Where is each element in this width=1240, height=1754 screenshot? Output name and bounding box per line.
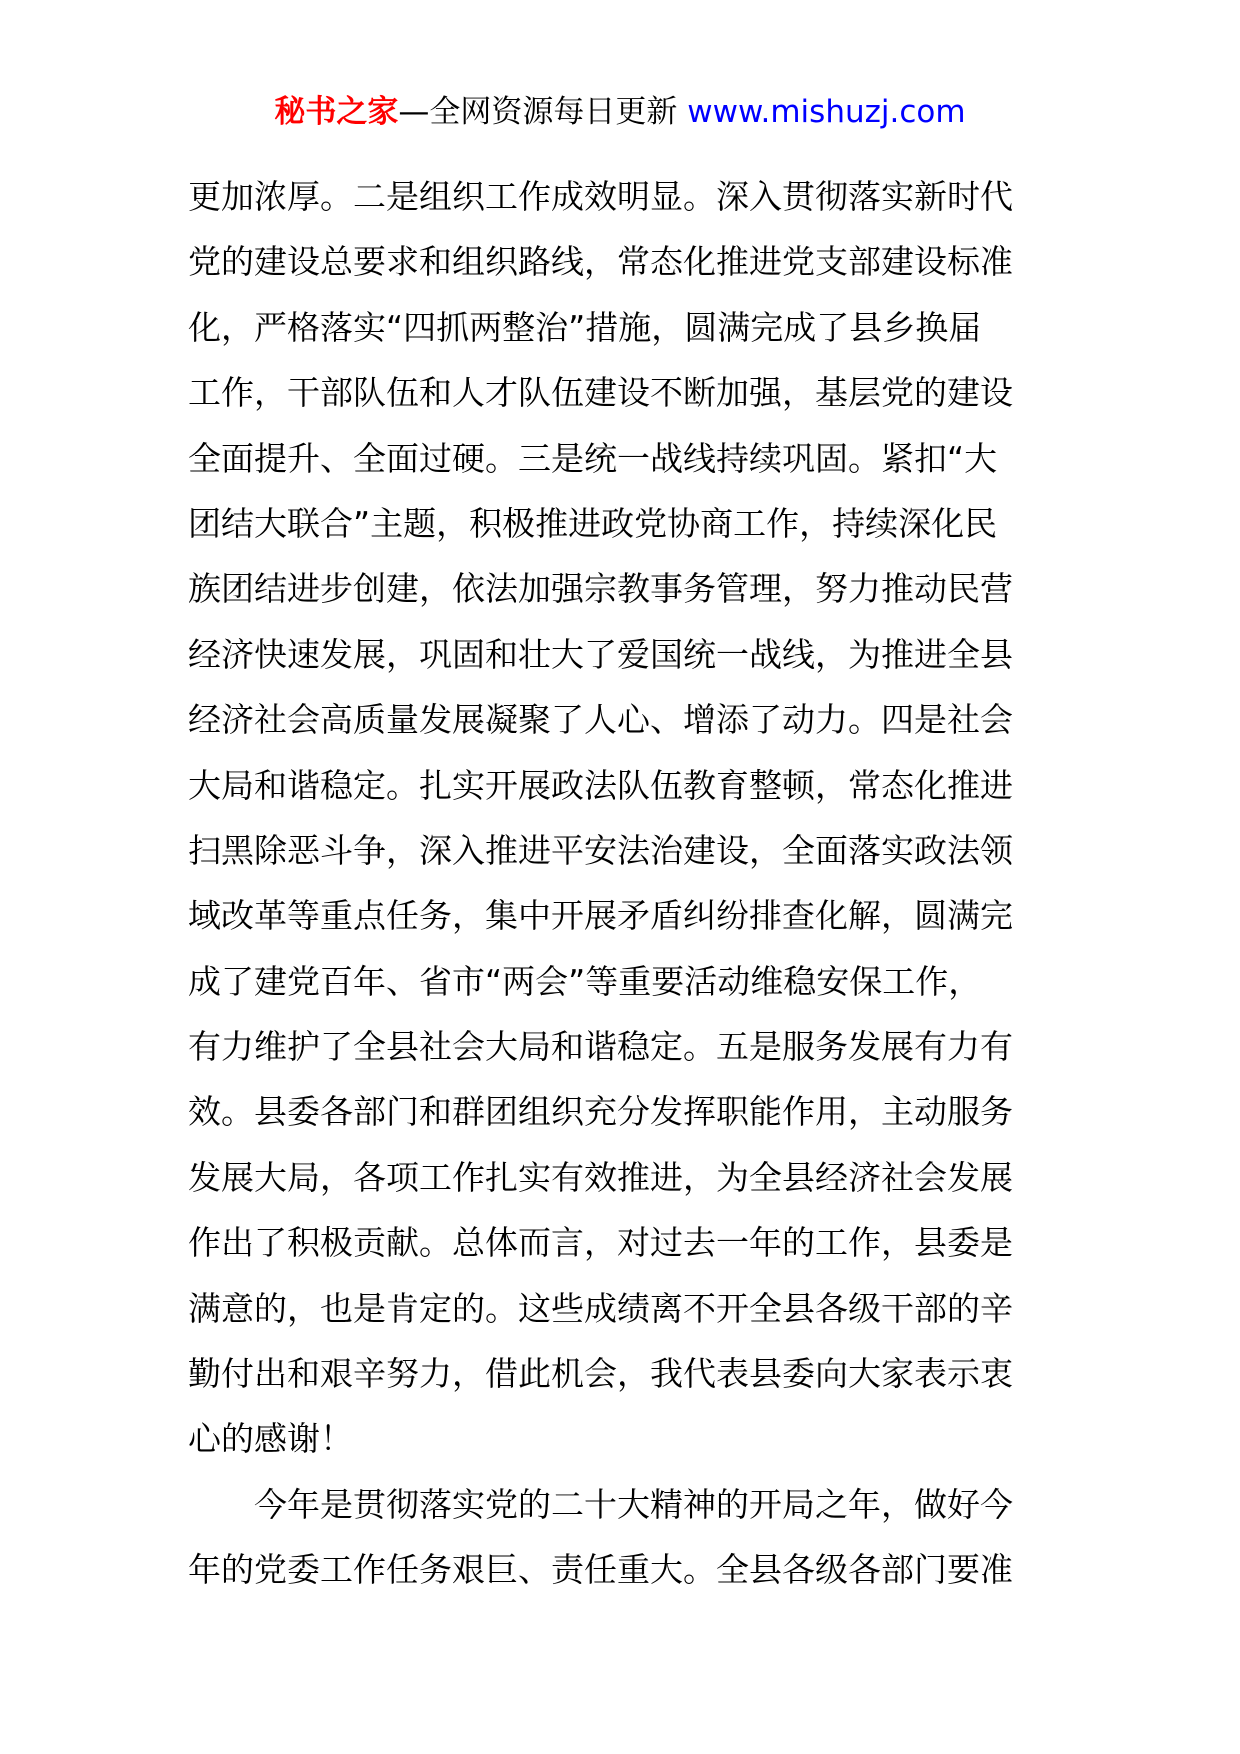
text-line: 工作，干部队伍和人才队伍建设不断加强，基层党的建设 [188, 373, 1013, 413]
paragraph-start-line: 今年是贯彻落实党的二十大精神的开局之年，做好今 [254, 1484, 1013, 1524]
text-line: 发展大局，各项工作扎实有效推进，为全县经济社会发展 [188, 1157, 1013, 1197]
text-line: 年的党委工作任务艰巨、责任重大。全县各级各部门要准 [188, 1550, 1013, 1590]
site-brand: 秘书之家 [274, 94, 399, 130]
text-line: 族团结进步创建，依法加强宗教事务管理，努力推动民营 [188, 569, 1013, 609]
text-line: 更加浓厚。二是组织工作成效明显。深入贯彻落实新时代 [188, 177, 1013, 216]
text-line: 团结大联合”主题，积极推进政党协商工作，持续深化民 [188, 503, 998, 543]
text-line: 勤付出和艰辛努力，借此机会，我代表县委向大家表示衷 [188, 1354, 1013, 1394]
text-line: 扫黑除恶斗争，深入推进平安法治建设，全面落实政法领 [188, 830, 1013, 870]
text-line: 经济快速发展，巩固和壮大了爱国统一战线，为推进全县 [188, 634, 1013, 674]
text-line: 域改革等重点任务，集中开展矛盾纠纷排查化解，圆满完 [188, 896, 1013, 936]
document-body [188, 164, 1058, 1603]
text-line: 效。县委各部门和群团组织充分发挥职能作用，主动服务 [188, 1092, 1013, 1132]
site-url[interactable]: www.mishuzj.com [687, 94, 966, 130]
text-line: 有力维护了全县社会大局和谐稳定。五是服务发展有力有 [188, 1027, 1013, 1067]
text-line: 心的感谢！ [188, 1419, 353, 1459]
text-line: 满意的，也是肯定的。这些成绩离不开全县各级干部的辛 [188, 1288, 1013, 1328]
text-line: 成了建党百年、省市“两会”等重要活动维稳安保工作， [188, 961, 982, 1001]
text-line: 化，严格落实“四抓两整治”措施，圆满完成了县乡换届 [188, 307, 982, 347]
text-line: 作出了积极贡献。总体而言，对过去一年的工作，县委是 [188, 1223, 1013, 1263]
site-tagline: —全网资源每日更新 [398, 94, 688, 130]
text-line: 大局和谐稳定。扎实开展政法队伍教育整顿，常态化推进 [188, 765, 1013, 805]
text-line: 经济社会高质量发展凝聚了人心、增添了动力。四是社会 [188, 700, 1013, 740]
page-header [0, 92, 1240, 132]
text-line: 党的建设总要求和组织路线，常态化推进党支部建设标准 [188, 242, 1013, 282]
text-line: 全面提升、全面过硬。三是统一战线持续巩固。紧扣“大 [188, 438, 998, 478]
